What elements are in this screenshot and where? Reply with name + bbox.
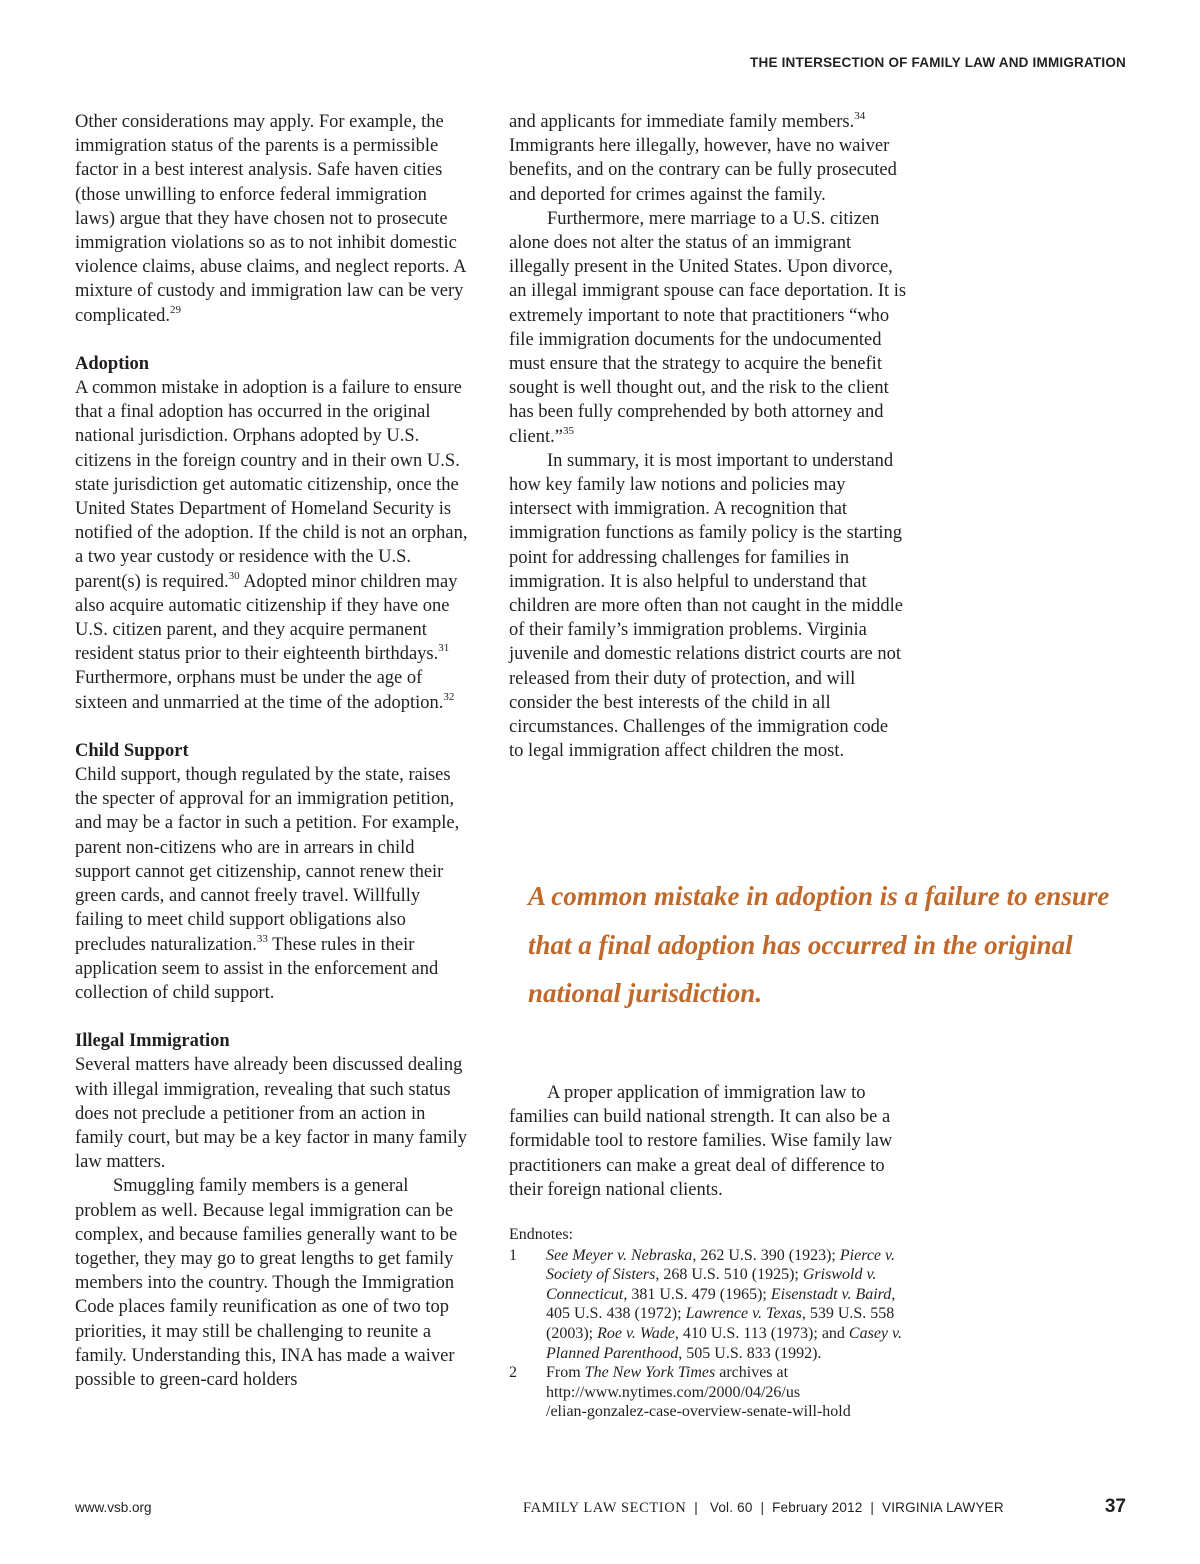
endnote-url: http://www.nytimes.com/2000/04/26/us xyxy=(546,1383,801,1401)
footnote-ref: 33 xyxy=(256,932,268,945)
right-column-bottom xyxy=(509,1081,907,1202)
endnotes xyxy=(509,1225,909,1422)
waiver-text: and applicants for immediate family members. xyxy=(509,112,855,132)
citation: , 405 U.S. 438 (1972); xyxy=(546,1285,896,1323)
citation: , 505 U.S. 833 (1992). xyxy=(678,1344,822,1362)
adoption-text: Furthermore, orphans must be under the age of sixteen and unmarried at the time of the adoption. xyxy=(75,668,444,713)
footnote-ref: 29 xyxy=(170,303,182,316)
waiver-paragraph xyxy=(509,110,907,207)
waiver-text: Immigrants here illegally, however, have no waiver benefits, and on the contrary can be fully prosecuted and deported for crimes against the family. xyxy=(509,136,897,205)
citation: , 410 U.S. 113 (1973); and xyxy=(674,1324,849,1342)
case-name: Lawrence v. Texas xyxy=(685,1305,802,1323)
case-name: Casey v. Planned Parenthood xyxy=(546,1324,902,1362)
citation: , 381 U.S. 479 (1965); xyxy=(623,1285,771,1303)
child-support-text: Child support, though regulated by the state, raises the specter of approval for an immigration petition, and may be a factor in such a petition. For example, parent non-citizens who are in arrears in child support cannot get citizenship, cannot renew their green cards, and cannot freely travel. Willfully failing to meet child support obligations also precludes naturalization. xyxy=(75,765,460,955)
footnote-ref: 30 xyxy=(228,569,240,582)
pull-quote: A common mistake in adoption is a failure to ensure that a final adoption has occurred in the original national jurisdiction. xyxy=(528,881,1110,1008)
endnote-item xyxy=(509,1246,909,1364)
marriage-paragraph xyxy=(509,207,907,449)
adoption-paragraph xyxy=(75,376,470,715)
endnote-text xyxy=(546,1246,909,1364)
footer-section: FAMILY LAW SECTION xyxy=(523,1500,687,1516)
endnote-url: /elian-gonzalez-case-overview-senate-will-hold xyxy=(546,1403,851,1421)
illegal-immigration-paragraph: Several matters have already been discussed dealing with illegal immigration, revealing that such status does not preclude a petitioner from an action in family court, but may be a key factor in many family law matters. xyxy=(75,1055,467,1173)
intro-paragraph xyxy=(75,110,470,328)
illegal-immigration-heading: Illegal Immigration xyxy=(75,1031,230,1052)
endnotes-title: Endnotes: xyxy=(509,1226,573,1243)
running-title: THE INTERSECTION OF FAMILY LAW AND IMMIGRATION xyxy=(750,55,1126,70)
citation: , 262 U.S. 390 (1923); xyxy=(692,1246,840,1264)
adoption-text: A common mistake in adoption is a failure to ensure that a final adoption has occurred in the original national jurisdiction. Orphans adopted by U.S. citizens in the foreign country and in their own U.S. state jurisdiction get automatic citizenship, once the United States Department of Homeland Security is notified of the adoption. If the child is not an orphan, a two year custody or residence with the U.S. parent(s) is required. xyxy=(75,378,468,592)
footnote-ref: 35 xyxy=(562,424,574,437)
endnote-number: 2 xyxy=(509,1364,517,1382)
summary-paragraph: In summary, it is most important to understand how key family law notions and policies may intersect with immigration. A recognition that immigration functions as family policy is the starting point for addressing challenges for families in immigration. It is also helpful to understand that children are more often than not caught in the middle of their family’s immigration problems. Virginia juvenile and domestic relations district courts are not released from their duty of protection, and will consider the best interests of the child in all circumstances. Challenges of the immigration code to legal immigration affect children the most. xyxy=(509,450,904,762)
publication-name: The New York Times xyxy=(584,1364,716,1382)
footer-date: February 2012 xyxy=(772,1500,863,1515)
case-name: See Meyer v. Nebraska xyxy=(546,1246,693,1264)
citation: From xyxy=(546,1364,585,1382)
adoption-heading: Adoption xyxy=(75,353,150,374)
right-column-top xyxy=(509,110,907,763)
citation: , 539 U.S. 558 (2003); xyxy=(546,1305,895,1342)
footnote-ref: 34 xyxy=(854,110,866,122)
footer-volume: Vol. 60 xyxy=(709,1500,753,1515)
page-number: 37 xyxy=(1104,1496,1126,1517)
marriage-text: Furthermore, mere marriage to a U.S. citizen alone does not alter the status of an immigrant illegally present in the United States. Upon divorce, an illegal immigrant spouse can face deportation. It is extremely important to note that practitioners “who file immigration documents for the undocumented must ensure that the strategy to acquire the benefit sought is well thought out, and the risk to the client has been fully comprehended by both attorney and client.” xyxy=(509,208,907,447)
child-support-text: These rules in their application seem to assist in the enforcement and collection of child support. xyxy=(75,934,439,1003)
child-support-paragraph xyxy=(75,763,470,1005)
conclusion-paragraph: A proper application of immigration law to families can build national strength. It can also be a formidable tool to restore families. Wise family law practitioners can make a great deal of difference to their foreign national clients. xyxy=(509,1083,893,1200)
footnote-ref: 32 xyxy=(443,690,455,703)
footer-publication: VIRGINIA LAWYER xyxy=(882,1500,1004,1515)
footer-separator: | xyxy=(760,1500,765,1515)
footer-website: www.vsb.org xyxy=(75,1500,152,1515)
footer-separator: | xyxy=(694,1500,699,1515)
case-name: Eisenstadt v. Baird xyxy=(770,1285,892,1303)
footnote-ref: 31 xyxy=(438,642,450,655)
smuggling-paragraph: Smuggling family members is a general problem as well. Because legal immigration can be complex, and because families generally want to be together, they may go to great lengths to get family members into the country. Though the Immigration Code places family reunification as one of two top priorities, it may still be challenging to reunite a family. Understanding this, INA has made a waiver possible to green-card holders xyxy=(75,1176,458,1390)
endnote-item xyxy=(509,1363,909,1422)
case-name: Pierce v. Society of Sisters xyxy=(546,1246,895,1284)
adoption-text: Adopted minor children may also acquire automatic citizenship if they have one U.S. citizen parent, and they acquire permanent resident status prior to their eighteenth birthdays. xyxy=(75,571,458,665)
citation: , 268 U.S. 510 (1925); xyxy=(655,1266,803,1284)
left-column xyxy=(75,110,470,1392)
case-name: Roe v. Wade xyxy=(597,1324,675,1342)
footer-separator: | xyxy=(870,1500,875,1515)
citation: archives at xyxy=(715,1364,789,1382)
footer-publication-info xyxy=(523,1500,1004,1517)
endnote-text xyxy=(546,1363,909,1422)
child-support-heading: Child Support xyxy=(75,740,189,761)
endnote-number: 1 xyxy=(509,1246,517,1264)
case-name: Griswold v. Connecticut xyxy=(546,1266,877,1303)
intro-text: Other considerations may apply. For example, the immigration status of the parents is a permissible factor in a best interest analysis. Safe haven cities (those unwilling to enforce federal immigration laws) argue that they have chosen not to prosecute immigration violations so as to not inhibit domestic violence claims, abuse claims, and neglect reports. A mixture of custody and immigration law can be very complicated. xyxy=(75,112,466,326)
